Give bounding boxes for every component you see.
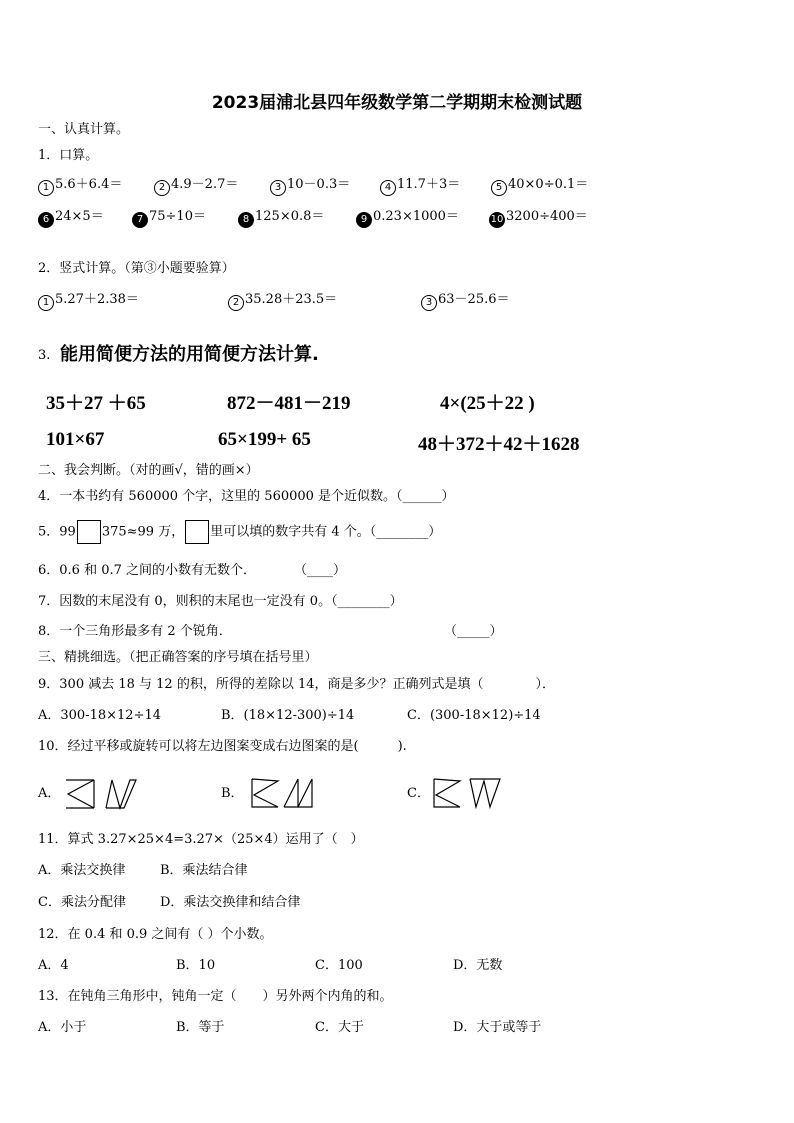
blank-box[interactable] (77, 520, 101, 544)
q11-option-c[interactable]: C．乘法分配律 (38, 895, 126, 910)
simplify-expr-4: 101×67 (46, 429, 105, 450)
oral-item-1: 1 5.6＋6.4＝ (38, 177, 122, 196)
question-6: 6．0.6 和 0.7 之间的小数有无数个． (38, 563, 257, 578)
q9-option-a[interactable]: A．300-18×12÷14 (38, 708, 162, 723)
circled-number-icon: 2 (154, 180, 170, 196)
q13-option-b[interactable]: B．等于 (176, 1020, 225, 1035)
oral-item-10: 10 3200÷400＝ (489, 209, 588, 228)
circled-number-icon: 2 (228, 295, 244, 311)
q10-option-b[interactable]: B． (221, 786, 244, 801)
circled-number-icon: 1 (38, 295, 54, 311)
vertical-calc-item-3: 3 63－25.6＝ (421, 292, 510, 311)
vertical-calc-item-2: 2 35.28＋23.5＝ (228, 292, 337, 311)
question-7: 7．因数的末尾没有 0，则积的末尾也一定没有 0。（________） (38, 594, 403, 609)
section-2-heading: 二、我会判断。（对的画√，错的画×） (38, 463, 259, 478)
simplify-expr-5: 65×199+ 65 (218, 429, 311, 450)
q11-option-b[interactable]: B．乘法结合律 (160, 863, 248, 878)
q11-option-a[interactable]: A．乘法交换律 (38, 863, 126, 878)
circled-number-icon: 8 (238, 212, 254, 228)
q10-option-c[interactable]: C． (407, 786, 430, 801)
blank-box[interactable] (185, 520, 209, 544)
question-3-text: 能用简便方法的用简便方法计算. (60, 344, 319, 365)
oral-item-2: 2 4.9－2.7＝ (154, 177, 238, 196)
q13-option-d[interactable]: D．大于或等于 (453, 1020, 542, 1035)
q10-figure-a (64, 776, 138, 812)
question-6-blank[interactable]: （____） (294, 563, 347, 578)
circled-number-icon: 3 (270, 180, 286, 196)
question-1-label: 1．口算。 (38, 148, 99, 163)
question-12: 12．在 0.4 和 0.9 之间有（ ）个小数。 (38, 927, 273, 942)
circled-number-icon: 6 (38, 212, 54, 228)
q10-figure-c (430, 775, 502, 811)
simplify-expr-2: 872－481－219 (227, 393, 351, 414)
oral-item-4: 4 11.7＋3＝ (380, 177, 460, 196)
question-10: 10．经过平移或旋转可以将左边图案变成右边图案的是( ). (38, 739, 407, 754)
circled-number-icon: 4 (380, 180, 396, 196)
question-5: 5．99 375≈99 万， 里可以填的数字共有 4 个。（________） (38, 520, 441, 545)
circled-number-icon: 3 (421, 295, 437, 311)
oral-item-8: 8 125×0.8＝ (238, 209, 324, 228)
q12-option-c[interactable]: C．100 (315, 958, 363, 973)
circled-number-icon: 1 (38, 180, 54, 196)
simplify-expr-6: 48＋372＋42＋1628 (418, 434, 580, 455)
oral-item-3: 3 10－0.3＝ (270, 177, 350, 196)
q12-option-a[interactable]: A．4 (38, 958, 69, 973)
question-4: 4．一本书约有 560000 个字，这里的 560000 是个近似数。（______） (38, 489, 455, 504)
q10-figure-b (248, 775, 318, 811)
vertical-calc-item-1: 1 5.27＋2.38＝ (38, 292, 139, 311)
section-3-heading: 三、精挑细选。（把正确答案的序号填在括号里） (38, 650, 318, 665)
question-8-blank[interactable]: （_____） (444, 624, 503, 639)
q12-option-d[interactable]: D．无数 (453, 958, 503, 973)
circled-number-icon: 5 (491, 180, 507, 196)
simplify-expr-1: 35＋27 ＋65 (46, 393, 146, 414)
circled-number-icon: 7 (132, 212, 148, 228)
question-9: 9．300 减去 18 与 12 的积，所得的差除以 14，商是多少？正确列式是填（ ）． (38, 677, 556, 692)
section-1-heading: 一、认真计算。 (38, 122, 130, 137)
page-title: 2023届浦北县四年级数学第二学期期末检测试题 (211, 93, 583, 113)
circled-number-icon: 10 (489, 212, 505, 228)
q9-option-c[interactable]: C．(300-18×12)÷14 (407, 708, 541, 723)
question-2-label: 2．竖式计算。（第③小题要验算） (38, 261, 235, 276)
q9-option-b[interactable]: B．(18×12-300)÷14 (221, 708, 355, 723)
oral-item-7: 7 75÷10＝ (132, 209, 206, 228)
question-3-number: 3. (38, 348, 51, 363)
oral-item-5: 5 40×0÷0.1＝ (491, 177, 588, 196)
oral-item-9: 9 0.23×1000＝ (356, 209, 459, 228)
q13-option-a[interactable]: A．小于 (38, 1020, 87, 1035)
question-13: 13．在钝角三角形中，钝角一定（ ）另外两个内角的和。 (38, 989, 393, 1004)
simplify-expr-3: 4×(25＋22 ) (440, 393, 535, 414)
q10-option-a[interactable]: A． (38, 786, 61, 801)
circled-number-icon: 9 (356, 212, 372, 228)
q12-option-b[interactable]: B．10 (176, 958, 216, 973)
question-8: 8．一个三角形最多有 2 个锐角． (38, 624, 232, 639)
oral-item-6: 6 24×5＝ (38, 209, 104, 228)
q13-option-c[interactable]: C．大于 (315, 1020, 364, 1035)
q11-option-d[interactable]: D．乘法交换律和结合律 (160, 895, 301, 910)
question-11: 11．算式 3.27×25×4=3.27×（25×4）运用了（ ） (38, 832, 364, 847)
